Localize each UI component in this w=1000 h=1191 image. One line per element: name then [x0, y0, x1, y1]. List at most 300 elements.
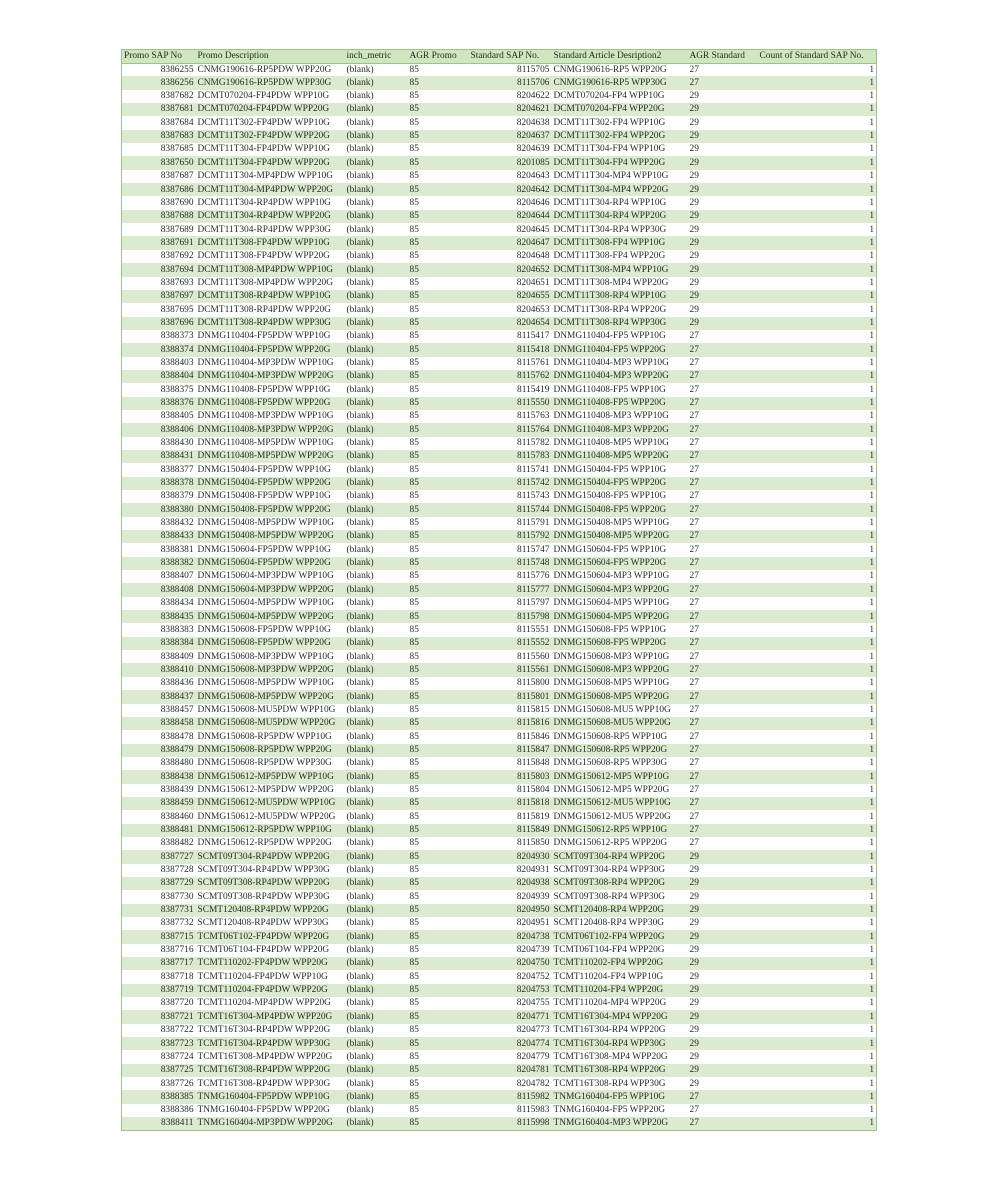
promo-description-cell[interactable]: DNMG150608-RP5PDW WPP20G [196, 744, 345, 757]
standard-sap-no-cell[interactable]: 8115783 [469, 450, 552, 463]
agr-standard-cell[interactable]: 27 [688, 744, 758, 757]
agr-standard-cell[interactable]: 27 [688, 517, 758, 530]
agr-promo-cell[interactable]: 85 [408, 810, 469, 823]
count-cell[interactable]: 1 [758, 383, 877, 396]
agr-promo-cell[interactable]: 85 [408, 1037, 469, 1050]
standard-article-description-cell[interactable]: DCMT11T304-RP4 WPP30G [552, 223, 688, 236]
agr-standard-cell[interactable]: 29 [688, 957, 758, 970]
agr-standard-cell[interactable]: 29 [688, 143, 758, 156]
count-cell[interactable]: 1 [758, 970, 877, 983]
standard-sap-no-cell[interactable]: 8115417 [469, 330, 552, 343]
standard-sap-no-cell[interactable]: 8204653 [469, 303, 552, 316]
promo-sap-no-cell[interactable]: 8388381 [122, 543, 196, 556]
agr-promo-cell[interactable]: 85 [408, 970, 469, 983]
inch-metric-cell[interactable]: (blank) [345, 1050, 408, 1063]
promo-sap-no-cell[interactable]: 8387690 [122, 196, 196, 209]
promo-sap-no-cell[interactable]: 8387717 [122, 957, 196, 970]
agr-promo-cell[interactable]: 85 [408, 423, 469, 436]
standard-article-description-cell[interactable]: CNMG190616-RP5 WPP20G [552, 63, 688, 76]
agr-standard-cell[interactable]: 27 [688, 463, 758, 476]
promo-sap-no-cell[interactable]: 8386256 [122, 76, 196, 89]
promo-sap-no-cell[interactable]: 8388460 [122, 810, 196, 823]
agr-standard-cell[interactable]: 27 [688, 503, 758, 516]
inch-metric-cell[interactable]: (blank) [345, 210, 408, 223]
standard-sap-no-cell[interactable]: 8204773 [469, 1024, 552, 1037]
promo-sap-no-cell[interactable]: 8387692 [122, 250, 196, 263]
promo-description-cell[interactable]: SCMT09T308-RP4PDW WPP30G [196, 890, 345, 903]
agr-standard-cell[interactable]: 27 [688, 357, 758, 370]
inch-metric-cell[interactable]: (blank) [345, 116, 408, 129]
promo-description-cell[interactable]: SCMT120408-RP4PDW WPP20G [196, 904, 345, 917]
agr-promo-cell[interactable]: 85 [408, 904, 469, 917]
promo-description-cell[interactable]: DNMG150608-MU5PDW WPP20G [196, 717, 345, 730]
promo-sap-no-cell[interactable]: 8388437 [122, 690, 196, 703]
agr-promo-cell[interactable]: 85 [408, 196, 469, 209]
promo-description-cell[interactable]: DCMT11T302-FP4PDW WPP20G [196, 130, 345, 143]
promo-description-cell[interactable]: SCMT120408-RP4PDW WPP30G [196, 917, 345, 930]
standard-sap-no-cell[interactable]: 8115550 [469, 397, 552, 410]
agr-promo-cell[interactable]: 85 [408, 1117, 469, 1130]
promo-sap-no-cell[interactable]: 8388385 [122, 1090, 196, 1103]
standard-article-description-cell[interactable]: DNMG150608-MU5 WPP20G [552, 717, 688, 730]
inch-metric-cell[interactable]: (blank) [345, 744, 408, 757]
standard-sap-no-cell[interactable]: 8115763 [469, 410, 552, 423]
standard-article-description-cell[interactable]: DNMG110408-MP3 WPP10G [552, 410, 688, 423]
agr-promo-cell[interactable]: 85 [408, 797, 469, 810]
promo-description-cell[interactable]: DNMG110404-MP3PDW WPP20G [196, 370, 345, 383]
agr-promo-cell[interactable]: 85 [408, 317, 469, 330]
promo-description-cell[interactable]: SCMT09T304-RP4PDW WPP20G [196, 850, 345, 863]
promo-description-cell[interactable]: DNMG150408-FP5PDW WPP20G [196, 503, 345, 516]
agr-standard-cell[interactable]: 27 [688, 437, 758, 450]
promo-sap-no-cell[interactable]: 8388482 [122, 837, 196, 850]
promo-sap-no-cell[interactable]: 8387681 [122, 103, 196, 116]
agr-standard-cell[interactable]: 29 [688, 90, 758, 103]
inch-metric-cell[interactable]: (blank) [345, 530, 408, 543]
standard-article-description-cell[interactable]: DNMG150408-FP5 WPP20G [552, 503, 688, 516]
agr-standard-cell[interactable]: 27 [688, 1117, 758, 1130]
header-promo-sap-no[interactable]: Promo SAP No [122, 50, 196, 64]
standard-sap-no-cell[interactable]: 8115800 [469, 677, 552, 690]
count-cell[interactable]: 1 [758, 530, 877, 543]
agr-standard-cell[interactable]: 29 [688, 944, 758, 957]
standard-article-description-cell[interactable]: DCMT11T308-FP4 WPP20G [552, 250, 688, 263]
promo-sap-no-cell[interactable]: 8387722 [122, 1024, 196, 1037]
standard-article-description-cell[interactable]: DNMG150408-FP5 WPP10G [552, 490, 688, 503]
promo-description-cell[interactable]: DNMG150604-FP5PDW WPP10G [196, 543, 345, 556]
agr-standard-cell[interactable]: 29 [688, 277, 758, 290]
count-cell[interactable]: 1 [758, 1090, 877, 1103]
agr-promo-cell[interactable]: 85 [408, 210, 469, 223]
count-cell[interactable]: 1 [758, 103, 877, 116]
agr-promo-cell[interactable]: 85 [408, 143, 469, 156]
promo-description-cell[interactable]: DNMG150608-MP5PDW WPP10G [196, 677, 345, 690]
agr-promo-cell[interactable]: 85 [408, 597, 469, 610]
promo-description-cell[interactable]: DNMG150604-MP3PDW WPP20G [196, 583, 345, 596]
promo-sap-no-cell[interactable]: 8387719 [122, 984, 196, 997]
standard-sap-no-cell[interactable]: 8204652 [469, 263, 552, 276]
promo-sap-no-cell[interactable]: 8387727 [122, 850, 196, 863]
agr-promo-cell[interactable]: 85 [408, 930, 469, 943]
inch-metric-cell[interactable]: (blank) [345, 1064, 408, 1077]
standard-sap-no-cell[interactable]: 8115561 [469, 663, 552, 676]
agr-standard-cell[interactable]: 27 [688, 650, 758, 663]
agr-promo-cell[interactable]: 85 [408, 837, 469, 850]
standard-sap-no-cell[interactable]: 8115803 [469, 770, 552, 783]
inch-metric-cell[interactable]: (blank) [345, 370, 408, 383]
inch-metric-cell[interactable]: (blank) [345, 423, 408, 436]
count-cell[interactable]: 1 [758, 250, 877, 263]
agr-standard-cell[interactable]: 29 [688, 850, 758, 863]
standard-sap-no-cell[interactable]: 8115705 [469, 63, 552, 76]
agr-promo-cell[interactable]: 85 [408, 744, 469, 757]
promo-sap-no-cell[interactable]: 8387688 [122, 210, 196, 223]
count-cell[interactable]: 1 [758, 1104, 877, 1117]
inch-metric-cell[interactable]: (blank) [345, 143, 408, 156]
standard-sap-no-cell[interactable]: 8115848 [469, 757, 552, 770]
promo-sap-no-cell[interactable]: 8387715 [122, 930, 196, 943]
count-cell[interactable]: 1 [758, 463, 877, 476]
inch-metric-cell[interactable]: (blank) [345, 103, 408, 116]
standard-sap-no-cell[interactable]: 8204779 [469, 1050, 552, 1063]
promo-description-cell[interactable]: DNMG150612-MP5PDW WPP20G [196, 784, 345, 797]
standard-article-description-cell[interactable]: TNMG160404-MP3 WPP20G [552, 1117, 688, 1130]
standard-article-description-cell[interactable]: DCMT11T308-RP4 WPP10G [552, 290, 688, 303]
agr-standard-cell[interactable]: 27 [688, 423, 758, 436]
standard-article-description-cell[interactable]: TCMT16T308-RP4 WPP20G [552, 1064, 688, 1077]
count-cell[interactable]: 1 [758, 317, 877, 330]
inch-metric-cell[interactable]: (blank) [345, 864, 408, 877]
agr-promo-cell[interactable]: 85 [408, 503, 469, 516]
count-cell[interactable]: 1 [758, 984, 877, 997]
standard-sap-no-cell[interactable]: 8115743 [469, 490, 552, 503]
promo-sap-no-cell[interactable]: 8387725 [122, 1064, 196, 1077]
agr-promo-cell[interactable]: 85 [408, 357, 469, 370]
standard-article-description-cell[interactable]: TCMT16T304-RP4 WPP30G [552, 1037, 688, 1050]
agr-promo-cell[interactable]: 85 [408, 757, 469, 770]
inch-metric-cell[interactable]: (blank) [345, 63, 408, 76]
standard-article-description-cell[interactable]: TCMT16T308-RP4 WPP30G [552, 1077, 688, 1090]
inch-metric-cell[interactable]: (blank) [345, 263, 408, 276]
standard-sap-no-cell[interactable]: 8115983 [469, 1104, 552, 1117]
standard-sap-no-cell[interactable]: 8115792 [469, 530, 552, 543]
standard-article-description-cell[interactable]: DNMG150608-MP5 WPP20G [552, 690, 688, 703]
count-cell[interactable]: 1 [758, 637, 877, 650]
agr-promo-cell[interactable]: 85 [408, 250, 469, 263]
promo-description-cell[interactable]: DCMT11T304-RP4PDW WPP10G [196, 196, 345, 209]
agr-promo-cell[interactable]: 85 [408, 677, 469, 690]
count-cell[interactable]: 1 [758, 904, 877, 917]
inch-metric-cell[interactable]: (blank) [345, 730, 408, 743]
inch-metric-cell[interactable]: (blank) [345, 463, 408, 476]
inch-metric-cell[interactable]: (blank) [345, 343, 408, 356]
agr-standard-cell[interactable]: 29 [688, 1050, 758, 1063]
standard-sap-no-cell[interactable]: 8204645 [469, 223, 552, 236]
count-cell[interactable]: 1 [758, 824, 877, 837]
standard-article-description-cell[interactable]: DNMG150604-MP3 WPP10G [552, 570, 688, 583]
agr-standard-cell[interactable]: 29 [688, 116, 758, 129]
promo-description-cell[interactable]: DNMG150408-MP5PDW WPP10G [196, 517, 345, 530]
agr-standard-cell[interactable]: 29 [688, 1024, 758, 1037]
count-cell[interactable]: 1 [758, 570, 877, 583]
standard-article-description-cell[interactable]: DCMT11T304-RP4 WPP10G [552, 196, 688, 209]
standard-sap-no-cell[interactable]: 8204939 [469, 890, 552, 903]
promo-description-cell[interactable]: DCMT11T304-RP4PDW WPP30G [196, 223, 345, 236]
header-standard-article-description[interactable]: Standard Article Desription2 [552, 50, 688, 64]
inch-metric-cell[interactable]: (blank) [345, 183, 408, 196]
count-cell[interactable]: 1 [758, 170, 877, 183]
standard-article-description-cell[interactable]: DCMT11T304-FP4 WPP20G [552, 156, 688, 169]
standard-article-description-cell[interactable]: DNMG110408-FP5 WPP10G [552, 383, 688, 396]
agr-promo-cell[interactable]: 85 [408, 236, 469, 249]
inch-metric-cell[interactable]: (blank) [345, 570, 408, 583]
standard-sap-no-cell[interactable]: 8204654 [469, 317, 552, 330]
agr-promo-cell[interactable]: 85 [408, 877, 469, 890]
count-cell[interactable]: 1 [758, 277, 877, 290]
inch-metric-cell[interactable]: (blank) [345, 1024, 408, 1037]
agr-standard-cell[interactable]: 27 [688, 383, 758, 396]
promo-sap-no-cell[interactable]: 8388376 [122, 397, 196, 410]
count-cell[interactable]: 1 [758, 1010, 877, 1023]
promo-sap-no-cell[interactable]: 8388386 [122, 1104, 196, 1117]
agr-promo-cell[interactable]: 85 [408, 917, 469, 930]
standard-article-description-cell[interactable]: DCMT11T308-RP4 WPP30G [552, 317, 688, 330]
agr-standard-cell[interactable]: 27 [688, 704, 758, 717]
count-cell[interactable]: 1 [758, 797, 877, 810]
standard-sap-no-cell[interactable]: 8204755 [469, 997, 552, 1010]
standard-article-description-cell[interactable]: DNMG110408-MP3 WPP20G [552, 423, 688, 436]
promo-description-cell[interactable]: TCMT110204-MP4PDW WPP20G [196, 997, 345, 1010]
promo-sap-no-cell[interactable]: 8387695 [122, 303, 196, 316]
inch-metric-cell[interactable]: (blank) [345, 757, 408, 770]
header-agr-standard[interactable]: AGR Standard [688, 50, 758, 64]
agr-standard-cell[interactable]: 27 [688, 76, 758, 89]
standard-sap-no-cell[interactable]: 8115762 [469, 370, 552, 383]
inch-metric-cell[interactable]: (blank) [345, 76, 408, 89]
count-cell[interactable]: 1 [758, 770, 877, 783]
inch-metric-cell[interactable]: (blank) [345, 597, 408, 610]
promo-sap-no-cell[interactable]: 8388478 [122, 730, 196, 743]
promo-description-cell[interactable]: DNMG150604-MP5PDW WPP10G [196, 597, 345, 610]
agr-standard-cell[interactable]: 27 [688, 490, 758, 503]
agr-promo-cell[interactable]: 85 [408, 650, 469, 663]
standard-sap-no-cell[interactable]: 8115747 [469, 543, 552, 556]
standard-sap-no-cell[interactable]: 8204651 [469, 277, 552, 290]
standard-article-description-cell[interactable]: DNMG150408-MP5 WPP20G [552, 530, 688, 543]
count-cell[interactable]: 1 [758, 330, 877, 343]
promo-description-cell[interactable]: DNMG150612-RP5PDW WPP10G [196, 824, 345, 837]
agr-promo-cell[interactable]: 85 [408, 156, 469, 169]
standard-sap-no-cell[interactable]: 8115742 [469, 477, 552, 490]
count-cell[interactable]: 1 [758, 303, 877, 316]
standard-sap-no-cell[interactable]: 8115982 [469, 1090, 552, 1103]
standard-article-description-cell[interactable]: DCMT11T308-MP4 WPP10G [552, 263, 688, 276]
inch-metric-cell[interactable]: (blank) [345, 330, 408, 343]
promo-description-cell[interactable]: DCMT11T308-MP4PDW WPP20G [196, 277, 345, 290]
standard-sap-no-cell[interactable]: 8204738 [469, 930, 552, 943]
promo-description-cell[interactable]: DNMG110408-MP3PDW WPP10G [196, 410, 345, 423]
standard-sap-no-cell[interactable]: 8115706 [469, 76, 552, 89]
count-cell[interactable]: 1 [758, 450, 877, 463]
promo-description-cell[interactable]: DCMT11T308-FP4PDW WPP20G [196, 250, 345, 263]
inch-metric-cell[interactable]: (blank) [345, 904, 408, 917]
count-cell[interactable]: 1 [758, 63, 877, 76]
agr-standard-cell[interactable]: 27 [688, 717, 758, 730]
count-cell[interactable]: 1 [758, 156, 877, 169]
inch-metric-cell[interactable]: (blank) [345, 196, 408, 209]
agr-promo-cell[interactable]: 85 [408, 303, 469, 316]
promo-sap-no-cell[interactable]: 8388411 [122, 1117, 196, 1130]
promo-sap-no-cell[interactable]: 8388439 [122, 784, 196, 797]
promo-description-cell[interactable]: DNMG150612-MU5PDW WPP20G [196, 810, 345, 823]
agr-standard-cell[interactable]: 27 [688, 810, 758, 823]
promo-sap-no-cell[interactable]: 8388410 [122, 663, 196, 676]
promo-sap-no-cell[interactable]: 8388408 [122, 583, 196, 596]
count-cell[interactable]: 1 [758, 517, 877, 530]
agr-standard-cell[interactable]: 27 [688, 397, 758, 410]
promo-sap-no-cell[interactable]: 8387724 [122, 1050, 196, 1063]
promo-sap-no-cell[interactable]: 8388405 [122, 410, 196, 423]
count-cell[interactable]: 1 [758, 930, 877, 943]
agr-standard-cell[interactable]: 29 [688, 864, 758, 877]
standard-article-description-cell[interactable]: DNMG150612-MU5 WPP10G [552, 797, 688, 810]
promo-sap-no-cell[interactable]: 8388384 [122, 637, 196, 650]
promo-sap-no-cell[interactable]: 8387683 [122, 130, 196, 143]
inch-metric-cell[interactable]: (blank) [345, 357, 408, 370]
inch-metric-cell[interactable]: (blank) [345, 704, 408, 717]
inch-metric-cell[interactable]: (blank) [345, 543, 408, 556]
standard-sap-no-cell[interactable]: 8115748 [469, 557, 552, 570]
standard-sap-no-cell[interactable]: 8115560 [469, 650, 552, 663]
inch-metric-cell[interactable]: (blank) [345, 303, 408, 316]
promo-description-cell[interactable]: DCMT11T304-MP4PDW WPP10G [196, 170, 345, 183]
agr-standard-cell[interactable]: 27 [688, 343, 758, 356]
agr-standard-cell[interactable]: 27 [688, 543, 758, 556]
count-cell[interactable]: 1 [758, 1064, 877, 1077]
promo-sap-no-cell[interactable]: 8388409 [122, 650, 196, 663]
standard-article-description-cell[interactable]: DNMG150612-RP5 WPP20G [552, 837, 688, 850]
promo-sap-no-cell[interactable]: 8388380 [122, 503, 196, 516]
agr-standard-cell[interactable]: 27 [688, 730, 758, 743]
promo-description-cell[interactable]: DNMG150608-FP5PDW WPP20G [196, 637, 345, 650]
standard-article-description-cell[interactable]: DNMG150608-RP5 WPP20G [552, 744, 688, 757]
promo-description-cell[interactable]: DCMT070204-FP4PDW WPP10G [196, 90, 345, 103]
standard-article-description-cell[interactable]: DNMG110408-FP5 WPP20G [552, 397, 688, 410]
agr-standard-cell[interactable]: 27 [688, 637, 758, 650]
promo-sap-no-cell[interactable]: 8388435 [122, 610, 196, 623]
standard-article-description-cell[interactable]: DNMG150608-MP5 WPP10G [552, 677, 688, 690]
agr-promo-cell[interactable]: 85 [408, 90, 469, 103]
inch-metric-cell[interactable]: (blank) [345, 663, 408, 676]
agr-standard-cell[interactable]: 27 [688, 757, 758, 770]
standard-sap-no-cell[interactable]: 8115815 [469, 704, 552, 717]
inch-metric-cell[interactable]: (blank) [345, 650, 408, 663]
promo-description-cell[interactable]: DNMG110408-MP3PDW WPP20G [196, 423, 345, 436]
standard-sap-no-cell[interactable]: 8204771 [469, 1010, 552, 1023]
agr-standard-cell[interactable]: 29 [688, 223, 758, 236]
agr-promo-cell[interactable]: 85 [408, 477, 469, 490]
standard-sap-no-cell[interactable]: 8115776 [469, 570, 552, 583]
count-cell[interactable]: 1 [758, 597, 877, 610]
agr-standard-cell[interactable]: 27 [688, 677, 758, 690]
count-cell[interactable]: 1 [758, 437, 877, 450]
agr-standard-cell[interactable]: 29 [688, 904, 758, 917]
standard-article-description-cell[interactable]: DNMG150408-MP5 WPP10G [552, 517, 688, 530]
promo-description-cell[interactable]: DNMG150408-MP5PDW WPP20G [196, 530, 345, 543]
promo-sap-no-cell[interactable]: 8388459 [122, 797, 196, 810]
count-cell[interactable]: 1 [758, 837, 877, 850]
inch-metric-cell[interactable]: (blank) [345, 784, 408, 797]
agr-promo-cell[interactable]: 85 [408, 463, 469, 476]
promo-sap-no-cell[interactable]: 8387721 [122, 1010, 196, 1023]
standard-sap-no-cell[interactable]: 8204739 [469, 944, 552, 957]
agr-promo-cell[interactable]: 85 [408, 557, 469, 570]
standard-sap-no-cell[interactable]: 8204646 [469, 196, 552, 209]
count-cell[interactable]: 1 [758, 1077, 877, 1090]
inch-metric-cell[interactable]: (blank) [345, 477, 408, 490]
standard-sap-no-cell[interactable]: 8204642 [469, 183, 552, 196]
agr-promo-cell[interactable]: 85 [408, 170, 469, 183]
standard-sap-no-cell[interactable]: 8201085 [469, 156, 552, 169]
agr-standard-cell[interactable]: 29 [688, 263, 758, 276]
agr-promo-cell[interactable]: 85 [408, 530, 469, 543]
agr-standard-cell[interactable]: 27 [688, 690, 758, 703]
count-cell[interactable]: 1 [758, 357, 877, 370]
count-cell[interactable]: 1 [758, 90, 877, 103]
standard-sap-no-cell[interactable]: 8115744 [469, 503, 552, 516]
standard-sap-no-cell[interactable]: 8115850 [469, 837, 552, 850]
promo-sap-no-cell[interactable]: 8387726 [122, 1077, 196, 1090]
count-cell[interactable]: 1 [758, 744, 877, 757]
promo-description-cell[interactable]: DCMT11T302-FP4PDW WPP10G [196, 116, 345, 129]
inch-metric-cell[interactable]: (blank) [345, 90, 408, 103]
promo-description-cell[interactable]: CNMG190616-RP5PDW WPP20G [196, 63, 345, 76]
count-cell[interactable]: 1 [758, 143, 877, 156]
promo-sap-no-cell[interactable]: 8388457 [122, 704, 196, 717]
standard-article-description-cell[interactable]: DNMG110404-FP5 WPP20G [552, 343, 688, 356]
standard-sap-no-cell[interactable]: 8115816 [469, 717, 552, 730]
agr-promo-cell[interactable]: 85 [408, 290, 469, 303]
agr-standard-cell[interactable]: 27 [688, 797, 758, 810]
standard-article-description-cell[interactable]: DCMT11T302-FP4 WPP10G [552, 116, 688, 129]
inch-metric-cell[interactable]: (blank) [345, 383, 408, 396]
inch-metric-cell[interactable]: (blank) [345, 837, 408, 850]
standard-sap-no-cell[interactable]: 8204774 [469, 1037, 552, 1050]
standard-article-description-cell[interactable]: DCMT11T308-MP4 WPP20G [552, 277, 688, 290]
inch-metric-cell[interactable]: (blank) [345, 610, 408, 623]
agr-promo-cell[interactable]: 85 [408, 130, 469, 143]
promo-sap-no-cell[interactable]: 8387723 [122, 1037, 196, 1050]
promo-description-cell[interactable]: DCMT11T308-RP4PDW WPP20G [196, 303, 345, 316]
agr-standard-cell[interactable]: 29 [688, 183, 758, 196]
standard-sap-no-cell[interactable]: 8204638 [469, 116, 552, 129]
standard-article-description-cell[interactable]: DNMG110408-MP5 WPP20G [552, 450, 688, 463]
promo-sap-no-cell[interactable]: 8388433 [122, 530, 196, 543]
standard-article-description-cell[interactable]: TCMT110204-FP4 WPP20G [552, 984, 688, 997]
promo-description-cell[interactable]: DNMG150608-MU5PDW WPP10G [196, 704, 345, 717]
standard-sap-no-cell[interactable]: 8204621 [469, 103, 552, 116]
agr-promo-cell[interactable]: 85 [408, 623, 469, 636]
agr-promo-cell[interactable]: 85 [408, 450, 469, 463]
count-cell[interactable]: 1 [758, 944, 877, 957]
standard-article-description-cell[interactable]: TCMT110204-FP4 WPP10G [552, 970, 688, 983]
agr-standard-cell[interactable]: 27 [688, 623, 758, 636]
standard-sap-no-cell[interactable]: 8204639 [469, 143, 552, 156]
promo-description-cell[interactable]: DCMT11T304-RP4PDW WPP20G [196, 210, 345, 223]
agr-promo-cell[interactable]: 85 [408, 1010, 469, 1023]
count-cell[interactable]: 1 [758, 370, 877, 383]
promo-description-cell[interactable]: DNMG110404-FP5PDW WPP20G [196, 343, 345, 356]
